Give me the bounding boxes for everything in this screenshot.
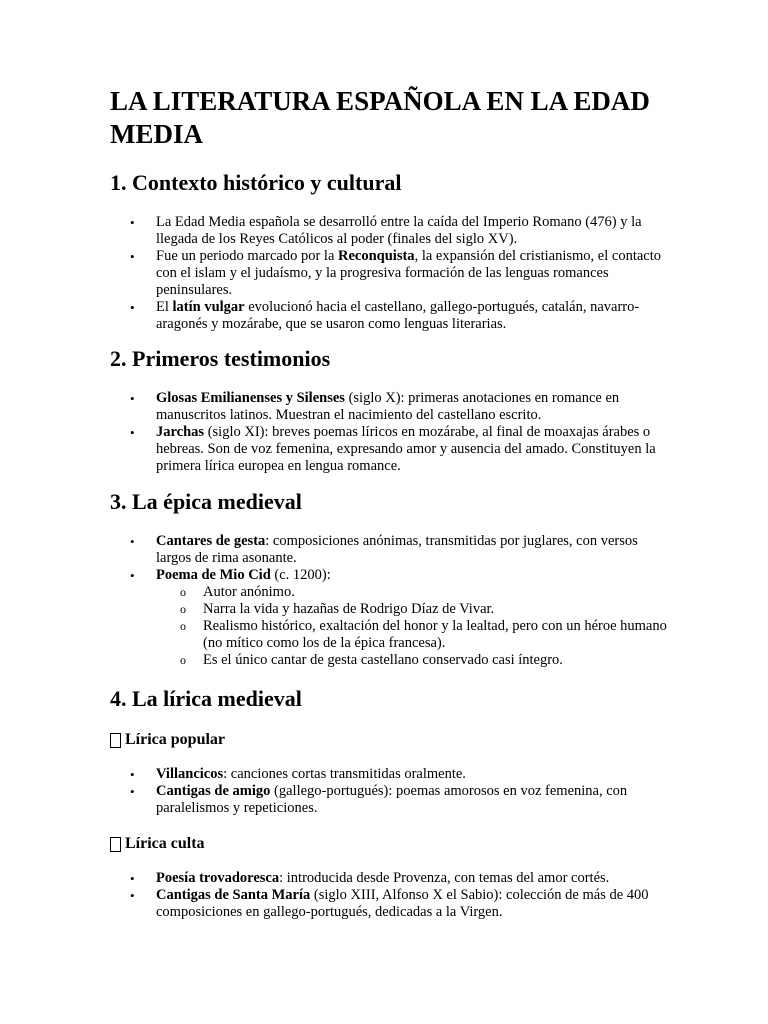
- bullet-icon: •: [130, 215, 135, 230]
- bullet-icon: •: [130, 300, 135, 315]
- circle-bullet-icon: o: [180, 653, 186, 667]
- list-item: • Cantares de gesta: composiciones anónimas, transmitidas por juglares, con versos largos de rima asonante.: [130, 533, 638, 566]
- bullet-list: [110, 766, 670, 817]
- bullet-list: [110, 214, 670, 333]
- list-item: • Cantigas de amigo (gallego-portugués): poemas amorosos en voz femenina, con paralelismos y repeticiones.: [130, 783, 628, 816]
- bullet-icon: •: [130, 568, 135, 583]
- sub-list-item: o Narra la vida y hazañas de Rodrigo Díaz de Vivar.: [180, 601, 495, 617]
- list-item: • Jarchas (siglo XI): breves poemas líricos en mozárabe, al final de moaxajas árabes o hebreas. Son de voz femenina, expresando amor y ausencia del amado. Constituyen la primera lírica europea en lengua romance.: [130, 424, 656, 474]
- bullet-list: [110, 533, 670, 669]
- list-item: • Villancicos: canciones cortas transmitidas oralmente.: [130, 766, 466, 782]
- section-heading: 4. La lírica medieval: [110, 686, 302, 711]
- list-item: • Poesía trovadoresca: introducida desde Provenza, con temas del amor cortés.: [130, 870, 610, 886]
- list-item: • Fue un periodo marcado por la Reconquista, la expansión del cristianismo, el contacto con el islam y el judaísmo, y la progresiva formación de las lenguas romances peninsulares.: [130, 248, 661, 298]
- section-epic: [110, 489, 670, 669]
- document-title: LA LITERATURA ESPAÑOLA EN LA EDAD MEDIA: [110, 86, 650, 149]
- circle-bullet-icon: o: [180, 585, 186, 599]
- bullet-icon: •: [130, 425, 135, 440]
- list-item: • Cantigas de Santa María (siglo XIII, Alfonso X el Sabio): colección de más de 400 composiciones en gallego-portugués, dedicadas a la Virgen.: [130, 887, 649, 920]
- subsection-heading-popular: Lírica popular: [110, 730, 670, 750]
- bullet-icon: •: [130, 888, 135, 903]
- bullet-icon: •: [130, 534, 135, 549]
- section-testimonies: [110, 346, 670, 475]
- bullet-icon: •: [130, 871, 135, 886]
- circle-bullet-icon: o: [180, 619, 186, 633]
- section-lyric: [110, 686, 670, 921]
- section-heading: 3. La épica medieval: [110, 489, 302, 514]
- circle-bullet-icon: o: [180, 602, 186, 616]
- bullet-icon: •: [130, 784, 135, 799]
- bullet-list: [110, 390, 670, 475]
- subsection-heading-culta: Lírica culta: [110, 834, 670, 854]
- section-heading: 2. Primeros testimonios: [110, 346, 331, 371]
- missing-glyph-icon: [110, 733, 121, 748]
- list-item: • La Edad Media española se desarrolló entre la caída del Imperio Romano (476) y la llegada de los Reyes Católicos al poder (finales del siglo XV).: [130, 214, 642, 247]
- section-context: [110, 170, 670, 333]
- sub-list-item: o Autor anónimo.: [180, 584, 295, 600]
- sub-list-item: o Es el único cantar de gesta castellano conservado casi íntegro.: [180, 652, 563, 668]
- sub-list-item: o Realismo histórico, exaltación del honor y la lealtad, pero con un héroe humano (no mítico como los de la épica francesa).: [180, 618, 667, 651]
- bullet-icon: •: [130, 767, 135, 782]
- section-heading: 1. Contexto histórico y cultural: [110, 170, 402, 195]
- bullet-icon: •: [130, 249, 135, 264]
- missing-glyph-icon: [110, 837, 121, 852]
- list-item: • Glosas Emilianenses y Silenses (siglo X): primeras anotaciones en romance en manuscritos latinos. Muestran el nacimiento del castellano escrito.: [130, 390, 620, 423]
- list-item: • El latín vulgar evolucionó hacia el castellano, gallego-portugués, catalán, navarro-aragonés y mozárabe, que se usaron como lenguas literarias.: [130, 299, 640, 332]
- bullet-icon: •: [130, 391, 135, 406]
- list-item: • Poema de Mio Cid (c. 1200):: [130, 567, 331, 583]
- bullet-list: [110, 870, 670, 921]
